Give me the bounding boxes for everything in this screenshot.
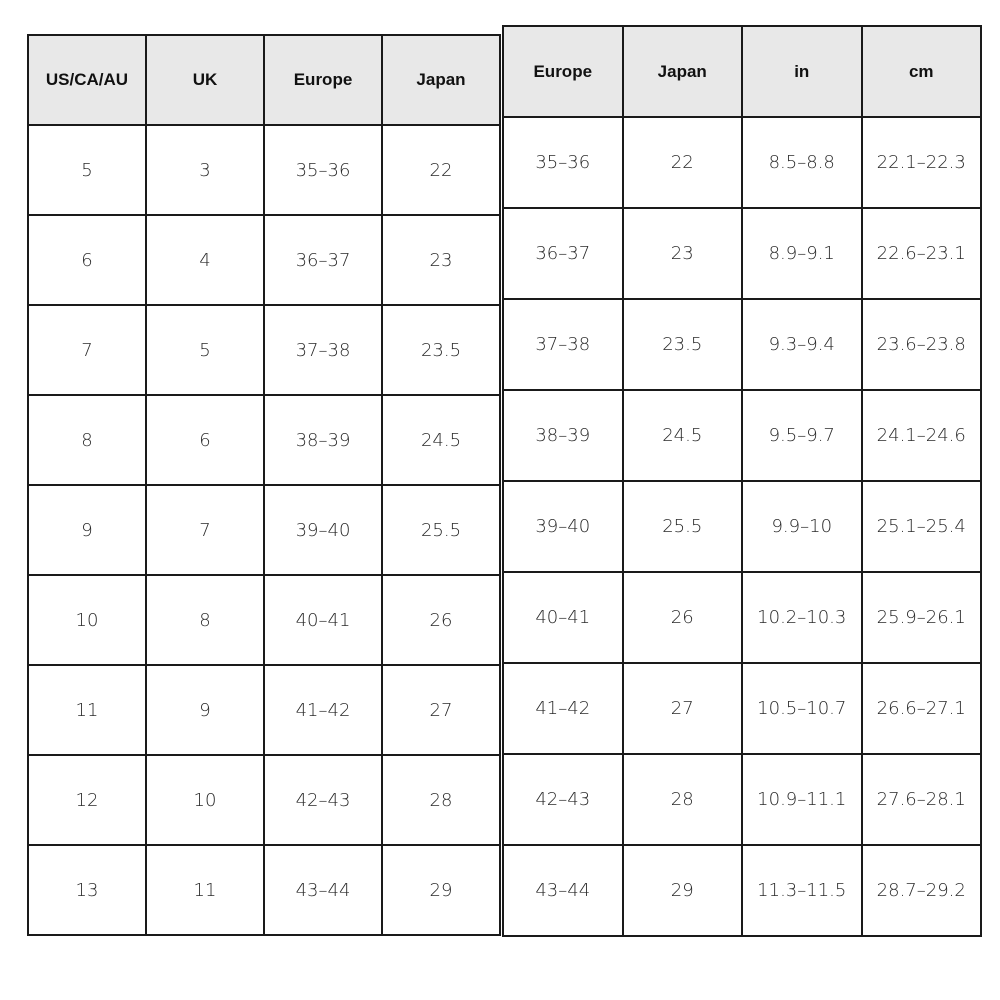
- cell-japan: 25.5: [623, 481, 743, 572]
- table-body: [503, 117, 981, 936]
- table-body: [28, 125, 500, 935]
- table-header: [28, 35, 500, 125]
- cell-europe: 40–41: [503, 572, 623, 663]
- cell-in: 9.5–9.7: [742, 390, 862, 481]
- size-conversion-table-right: [502, 25, 982, 937]
- cell-in: 9.9–10: [742, 481, 862, 572]
- cell-europe: 43–44: [503, 845, 623, 936]
- cell-in: 10.9–11.1: [742, 754, 862, 845]
- cell-europe: 39–40: [503, 481, 623, 572]
- header-row: [28, 35, 500, 125]
- cell-us-ca-au: 12: [28, 755, 146, 845]
- cell-in: 9.3–9.4: [742, 299, 862, 390]
- cell-us-ca-au: 8: [28, 395, 146, 485]
- table-header: [503, 26, 981, 117]
- column-header-cm: cm: [862, 26, 982, 117]
- column-header-in: in: [742, 26, 862, 117]
- header-row: [503, 26, 981, 117]
- cell-cm: 27.6–28.1: [862, 754, 982, 845]
- cell-japan: 29: [382, 845, 500, 935]
- cell-cm: 23.6–23.8: [862, 299, 982, 390]
- cell-in: 8.5–8.8: [742, 117, 862, 208]
- cell-japan: 28: [382, 755, 500, 845]
- cell-cm: 26.6–27.1: [862, 663, 982, 754]
- cell-europe: 37–38: [503, 299, 623, 390]
- table-row: [28, 395, 500, 485]
- cell-japan: 22: [623, 117, 743, 208]
- table-row: [503, 299, 981, 390]
- cell-us-ca-au: 5: [28, 125, 146, 215]
- table-row: [28, 125, 500, 215]
- column-header-europe: Europe: [503, 26, 623, 117]
- cell-japan: 23.5: [623, 299, 743, 390]
- cell-europe: 36–37: [503, 208, 623, 299]
- table-row: [28, 575, 500, 665]
- table-row: [503, 117, 981, 208]
- cell-japan: 29: [623, 845, 743, 936]
- cell-uk: 7: [146, 485, 264, 575]
- cell-europe: 35–36: [264, 125, 382, 215]
- cell-europe: 41–42: [503, 663, 623, 754]
- table-row: [503, 754, 981, 845]
- cell-us-ca-au: 11: [28, 665, 146, 755]
- cell-japan: 25.5: [382, 485, 500, 575]
- column-header-us-ca-au: US/CA/AU: [28, 35, 146, 125]
- table-row: [28, 305, 500, 395]
- cell-uk: 5: [146, 305, 264, 395]
- cell-japan: 26: [623, 572, 743, 663]
- table-row: [503, 663, 981, 754]
- cell-us-ca-au: 9: [28, 485, 146, 575]
- table-row: [28, 485, 500, 575]
- table-row: [503, 481, 981, 572]
- cell-cm: 25.1–25.4: [862, 481, 982, 572]
- column-header-uk: UK: [146, 35, 264, 125]
- column-header-europe: Europe: [264, 35, 382, 125]
- cell-europe: 42–43: [503, 754, 623, 845]
- cell-europe: 39–40: [264, 485, 382, 575]
- cell-uk: 3: [146, 125, 264, 215]
- cell-japan: 27: [623, 663, 743, 754]
- table-row: [503, 208, 981, 299]
- cell-europe: 38–39: [264, 395, 382, 485]
- cell-japan: 23: [623, 208, 743, 299]
- cell-europe: 38–39: [503, 390, 623, 481]
- cell-japan: 22: [382, 125, 500, 215]
- cell-europe: 42–43: [264, 755, 382, 845]
- table-row: [28, 215, 500, 305]
- table-row: [503, 845, 981, 936]
- cell-uk: 9: [146, 665, 264, 755]
- table-row: [28, 845, 500, 935]
- cell-europe: 37–38: [264, 305, 382, 395]
- cell-japan: 23.5: [382, 305, 500, 395]
- cell-europe: 41–42: [264, 665, 382, 755]
- cell-in: 8.9–9.1: [742, 208, 862, 299]
- cell-europe: 36–37: [264, 215, 382, 305]
- cell-uk: 10: [146, 755, 264, 845]
- cell-cm: 24.1–24.6: [862, 390, 982, 481]
- table-row: [503, 572, 981, 663]
- cell-cm: 22.6–23.1: [862, 208, 982, 299]
- cell-europe: 43–44: [264, 845, 382, 935]
- table-row: [28, 665, 500, 755]
- cell-in: 10.2–10.3: [742, 572, 862, 663]
- cell-in: 11.3–11.5: [742, 845, 862, 936]
- column-header-japan: Japan: [623, 26, 743, 117]
- cell-japan: 23: [382, 215, 500, 305]
- cell-uk: 11: [146, 845, 264, 935]
- cell-cm: 28.7–29.2: [862, 845, 982, 936]
- column-header-japan: Japan: [382, 35, 500, 125]
- cell-us-ca-au: 7: [28, 305, 146, 395]
- cell-japan: 24.5: [623, 390, 743, 481]
- cell-us-ca-au: 13: [28, 845, 146, 935]
- cell-japan: 27: [382, 665, 500, 755]
- cell-us-ca-au: 6: [28, 215, 146, 305]
- size-conversion-table-left: [27, 34, 501, 936]
- cell-japan: 28: [623, 754, 743, 845]
- cell-japan: 24.5: [382, 395, 500, 485]
- cell-uk: 6: [146, 395, 264, 485]
- cell-europe: 35–36: [503, 117, 623, 208]
- cell-cm: 25.9–26.1: [862, 572, 982, 663]
- cell-in: 10.5–10.7: [742, 663, 862, 754]
- cell-uk: 4: [146, 215, 264, 305]
- table-row: [28, 755, 500, 845]
- cell-cm: 22.1–22.3: [862, 117, 982, 208]
- cell-uk: 8: [146, 575, 264, 665]
- table-row: [503, 390, 981, 481]
- cell-japan: 26: [382, 575, 500, 665]
- cell-us-ca-au: 10: [28, 575, 146, 665]
- cell-europe: 40–41: [264, 575, 382, 665]
